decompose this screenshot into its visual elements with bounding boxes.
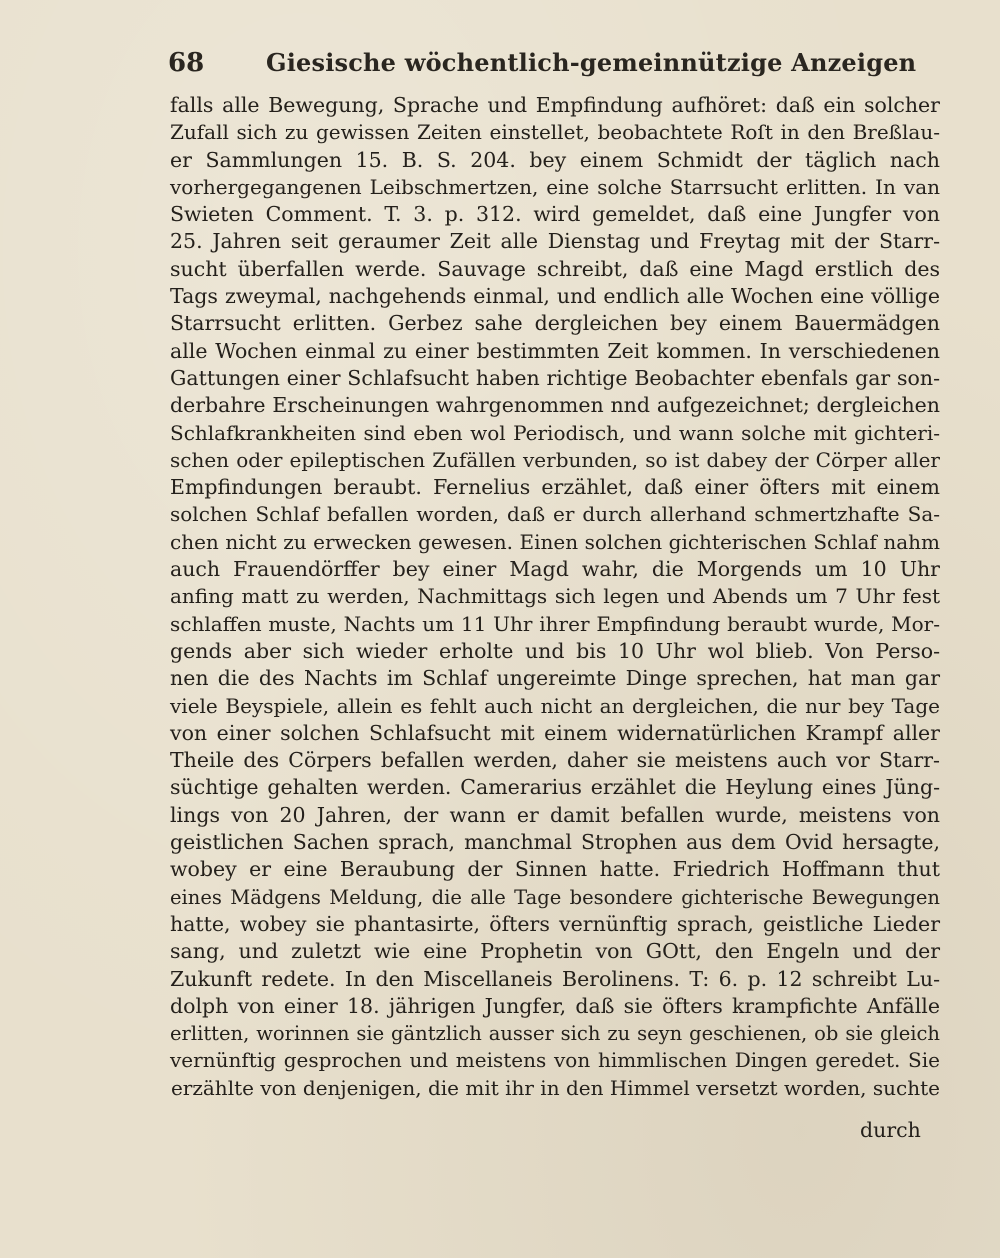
text-line: anfing matt zu werden, Nachmittags sich legen und Abends um 7 Uhr fest xyxy=(170,584,940,609)
text-line: falls alle Bewegung, Sprache und Empfindung aufhöret: daß ein solcher xyxy=(170,93,940,117)
text-line: von einer solchen Schlafsucht mit einem widernatürlichen Krampf aller xyxy=(170,720,940,745)
text-line: Tags zweymal, nachgehends einmal, und endlich alle Wochen eine völlige xyxy=(170,284,940,309)
text-line: derbahre Erscheinungen wahrgenommen nnd aufgezeichnet; dergleichen xyxy=(170,393,940,418)
text-line: schen oder epileptischen Zufällen verbunden, so ist dabey der Cörper aller xyxy=(170,447,940,472)
text-line: Starrsucht erlitten. Gerbez sahe dergleichen bey einem Bauermädgen xyxy=(170,311,940,336)
text-line: Empfindungen beraubt. Fernelius erzählet, daß einer öfters mit einem xyxy=(170,475,940,500)
text-line: wobey er eine Beraubung der Sinnen hatte. Friedrich Hoffmann thut xyxy=(170,857,940,882)
text-line: schlaffen muste, Nachts um 11 Uhr ihrer Empfindung beraubt wurde, Mor- xyxy=(170,611,940,636)
text-line: Swieten Comment. T. 3. p. 312. wird gemeldet, daß eine Jungfer von xyxy=(170,202,940,227)
text-line: hatte, wobey sie phantasirte, öfters vernünftig sprach, geistliche Lieder xyxy=(170,911,940,936)
text-line: viele Beyspiele, allein es fehlt auch nicht an dergleichen, die nur bey Tage xyxy=(170,693,940,718)
text-line: erzählte von denjenigen, die mit ihr in den Himmel versetzt worden, suchte xyxy=(170,1075,940,1100)
text-line: auch Frauendörffer bey einer Magd wahr, die Morgends um 10 Uhr xyxy=(170,557,940,582)
text-line: eines Mädgens Meldung, die alle Tage besondere gichterische Bewegungen xyxy=(170,885,940,909)
text-line: er Sammlungen 15. B. S. 204. bey einem Schmidt der täglich nach xyxy=(170,147,940,172)
catchword: durch xyxy=(860,1118,921,1142)
text-line: chen nicht zu erwecken gewesen. Einen solchen gichterischen Schlaf nahm xyxy=(170,529,940,554)
text-line: süchtige gehalten werden. Camerarius erzählet die Heylung eines Jüng- xyxy=(170,775,940,800)
text-line: sang, und zuletzt wie eine Prophetin von GOtt, den Engeln und der xyxy=(170,939,940,964)
text-line: Gattungen einer Schlafsucht haben richtige Beobachter ebenfals gar son- xyxy=(170,365,940,390)
page-number: 68 xyxy=(168,48,205,78)
text-line: dolph von einer 18. jährigen Jungfer, daß sie öfters krampfichte Anfälle xyxy=(170,993,940,1018)
text-line: nen die des Nachts im Schlaf ungereimte Dinge sprechen, hat man gar xyxy=(170,666,940,691)
text-line: 25. Jahren seit geraumer Zeit alle Dienstag und Freytag mit der Starr- xyxy=(170,229,940,254)
text-line: alle Wochen einmal zu einer bestimmten Zeit kommen. In verschiedenen xyxy=(170,338,940,363)
text-line: gends aber sich wieder erholte und bis 10 Uhr wol blieb. Von Perso- xyxy=(170,638,940,663)
text-line: Schlafkrankheiten sind eben wol Periodisch, und wann solche mit gichteri- xyxy=(170,420,940,445)
text-line: Zukunft redete. In den Miscellaneis Berolinens. T: 6. p. 12 schreibt Lu- xyxy=(170,966,940,991)
text-line: sucht überfallen werde. Sauvage schreibt, daß eine Magd erstlich des xyxy=(170,256,940,281)
text-line: vernünftig gesprochen und meistens von himmlischen Dingen geredet. Sie xyxy=(170,1048,940,1073)
text-line: geistlichen Sachen sprach, manchmal Strophen aus dem Ovid hersagte, xyxy=(170,830,940,855)
body-text xyxy=(170,92,940,1102)
text-line: lings von 20 Jahren, der wann er damit befallen wurde, meistens von xyxy=(170,802,940,827)
text-line: erlitten, worinnen sie gäntzlich ausser sich zu seyn geschienen, ob sie gleich xyxy=(170,1022,940,1046)
text-line: solchen Schlaf befallen worden, daß er durch allerhand schmertzhafte Sa- xyxy=(170,502,940,527)
text-line: vorhergegangenen Leibschmertzen, eine solche Starrsucht erlitten. In van xyxy=(170,174,940,199)
text-line: Zufall sich zu gewissen Zeiten einstellet, beobachtete Roſt in den Breßlau- xyxy=(170,120,940,145)
page-header xyxy=(168,44,917,84)
text-line: Theile des Cörpers befallen werden, daher sie meistens auch vor Starr- xyxy=(170,748,940,773)
running-title: Giesische wöchentlich-gemeinnützige Anzeigen xyxy=(266,48,917,77)
